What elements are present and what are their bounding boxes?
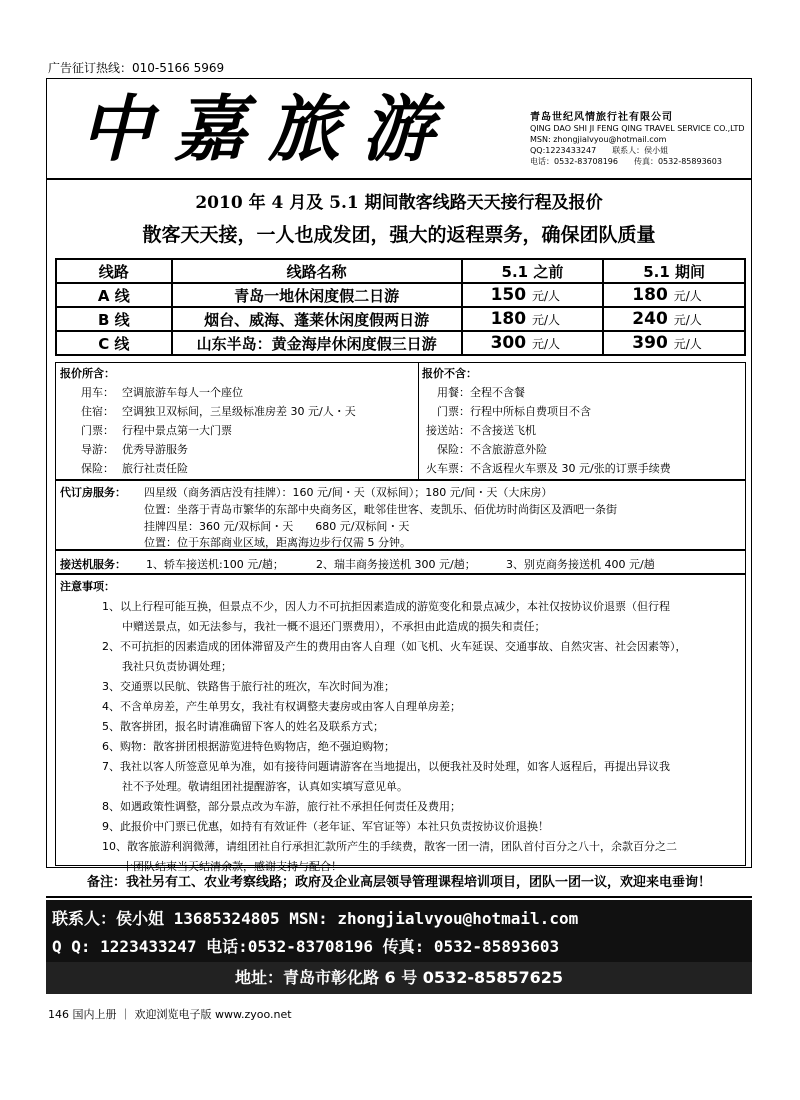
hotel-line-1: 四星级（商务酒店没有挂牌）：160 元/间・天（双标间）；180 元/间・天（大床房） (144, 486, 553, 499)
address-bar: 地址：青岛市彰化路 6 号 0532-85857625 (46, 962, 752, 994)
header-cell: 线路名称 (172, 259, 462, 283)
route-name: 山东半岛：黄金海岸休闲度假三日游 (172, 331, 462, 355)
list-item: 门票： 行程中景点第一大门票 (81, 424, 232, 437)
list-item: 导游： 优秀导游服务 (81, 443, 188, 456)
page-number: 146 (48, 1008, 69, 1021)
list-item: 接送站： 不含接送飞机 (426, 424, 536, 437)
list-item: 用车： 空调旅游车每人一个座位 (81, 386, 243, 399)
price-table-header (56, 259, 745, 283)
hotel-line-4: 位置：位于东部商业区域，距离海边步行仅需 5 分钟。 (144, 536, 411, 549)
list-item: 1、以上行程可能互换，但景点不少，因人力不可抗拒因素造成的游览变化和景点减少，本社仅按协议价退票（但行程 中赠送景点，如无法参与，我社一概不退还门票费用），不承担由此造成的损失和责任； (102, 600, 670, 633)
notes-title: 注意事项： (60, 580, 115, 593)
route-line: B 线 (56, 307, 172, 331)
excluded-section (418, 363, 745, 479)
company-qq: QQ:1223433247 (530, 146, 597, 155)
excluded-title: 报价不含： (422, 367, 477, 380)
list-item: 5、散客拼团，报名时请准确留下客人的姓名及联系方式； (102, 720, 384, 733)
list-item: 住宿： 空调独卫双标间，三星级标准房差 30 元/人・天 (81, 405, 356, 418)
table-row (56, 307, 745, 331)
route-line: C 线 (56, 331, 172, 355)
pickup-item: 1、轿车接送机:100 元/趟； (146, 558, 284, 571)
contact-line-1: 联系人：侯小姐 13685324805 MSN: zhongjialvyou@hotmail.com (52, 909, 579, 928)
route-line: A 线 (56, 283, 172, 307)
list-item: 7、我社以客人所签意见单为准，如有接待问题请游客在当地提出，以便我社及时处理，如客人返程后，再提出异议我 社不予处理。敬请组团社提醒游客，认真如实填写意见单。 (102, 760, 670, 793)
company-contact: 联系人：侯小姐 (612, 146, 669, 155)
list-item: 9、此报价中门票已优惠，如持有有效证件（老年证、军官证等）本社只负责按协议价退换！ (102, 820, 549, 833)
company-name-en: QING DAO SHI JI FENG QING TRAVEL SERVICE CO.,LTD (530, 124, 745, 133)
hotline-label: 广告征订热线： (48, 61, 133, 75)
page-subtitle: 散客天天接，一人也成发团，强大的返程票务，确保团队质量 (142, 224, 656, 246)
company-msn: MSN: zhongjialvyou@hotmail.com (530, 135, 667, 144)
company-phone: 电话：0532-83708196 (530, 157, 618, 166)
pickup-item: 2、瑞丰商务接送机 300 元/趟； (316, 558, 476, 571)
list-item: 保险： 不含旅游意外险 (437, 443, 547, 456)
price-before: 180 元/人 (462, 307, 604, 331)
company-info (530, 112, 745, 167)
hotel-service-box (55, 480, 746, 550)
pickup-item: 3、别克商务接送机 400 元/趟 (506, 558, 655, 571)
price-during: 240 元/人 (603, 307, 745, 331)
inclusions-box (55, 362, 746, 480)
price-during: 180 元/人 (603, 283, 745, 307)
header-cell: 线路 (56, 259, 172, 283)
pickup-service-box (55, 550, 746, 574)
hotline-number: 010-5166 5969 (132, 61, 225, 75)
list-item: 2、不可抗拒的因素造成的团体滞留及产生的费用由客人自理（如飞机、火车延误、交通事故、自然灾害、社会因素等）， 我社只负责协调处理； (102, 640, 687, 673)
ad-hotline (48, 59, 224, 76)
table-row (56, 283, 745, 307)
page-footer (48, 1006, 292, 1022)
list-item: 保险： 旅行社责任险 (81, 462, 188, 475)
page-title: 2010 年 4 月及 5.1 期间散客线路天天接行程及报价 (195, 193, 603, 213)
route-name: 青岛一地休闲度假二日游 (172, 283, 462, 307)
company-fax: 传真：0532-85893603 (633, 157, 722, 166)
list-item: 6、购物：散客拼团根据游览进特色购物店，绝不强迫购物； (102, 740, 395, 753)
price-during: 390 元/人 (603, 331, 745, 355)
notes-box (55, 574, 746, 873)
brand-logo: 中嘉旅游 (80, 86, 457, 171)
list-item: 3、交通票以民航、铁路售于旅行社的班次，车次时间为准； (102, 680, 395, 693)
header-cell: 5.1 之前 (462, 259, 604, 283)
footer-text: 国内上册 ｜ 欢迎浏览电子版 www.zyoo.net (72, 1008, 292, 1021)
route-name: 烟台、威海、蓬莱休闲度假两日游 (172, 307, 462, 331)
list-item: 10、散客旅游利润微薄，请组团社自行承担汇款所产生的手续费，散客一团一清，团队首付百分之八十，余款百分之二 十团队结束当天结清余款，感谢支持与配合！ (102, 840, 677, 873)
pickup-title: 接送机服务： (60, 558, 126, 571)
table-row (56, 331, 745, 355)
company-name-cn: 青岛世纪风情旅行社有限公司 (530, 112, 673, 123)
header-cell: 5.1 期间 (603, 259, 745, 283)
contact-bar (46, 900, 752, 962)
price-before: 150 元/人 (462, 283, 604, 307)
remark-banner: 备注：我社另有工、农业考察线路；政府及企业高层领导管理课程培训项目，团队一团一议，欢迎来电垂询！ (46, 870, 752, 898)
list-item: 门票： 行程中所标自费项目不含 (437, 405, 591, 418)
included-section (56, 363, 419, 479)
contact-line-2: Q Q: 1223433247 电话:0532-83708196 传真: 0532-85893603 (52, 937, 560, 956)
price-before: 300 元/人 (462, 331, 604, 355)
hotel-line-2: 位置：坐落于青岛市繁华的东部中央商务区，毗邻佳世客、麦凯乐、佰优坊时尚街区及酒吧一条街 (144, 503, 617, 516)
hotel-title: 代订房服务： (60, 486, 126, 499)
included-title: 报价所含： (60, 367, 115, 380)
list-item: 8、如遇政策性调整，部分景点改为车游，旅行社不承担任何责任及费用； (102, 800, 461, 813)
header-divider (46, 178, 752, 180)
price-table (55, 258, 746, 356)
list-item: 火车票： 不含返程火车票及 30 元/张的订票手续费 (426, 462, 671, 475)
hotel-line-3: 挂牌四星：360 元/双标间・天 680 元/双标间・天 (144, 520, 410, 533)
list-item: 用餐： 全程不含餐 (437, 386, 525, 399)
list-item: 4、不含单房差，产生单男女，我社有权调整夫妻房或由客人自理单房差； (102, 700, 461, 713)
